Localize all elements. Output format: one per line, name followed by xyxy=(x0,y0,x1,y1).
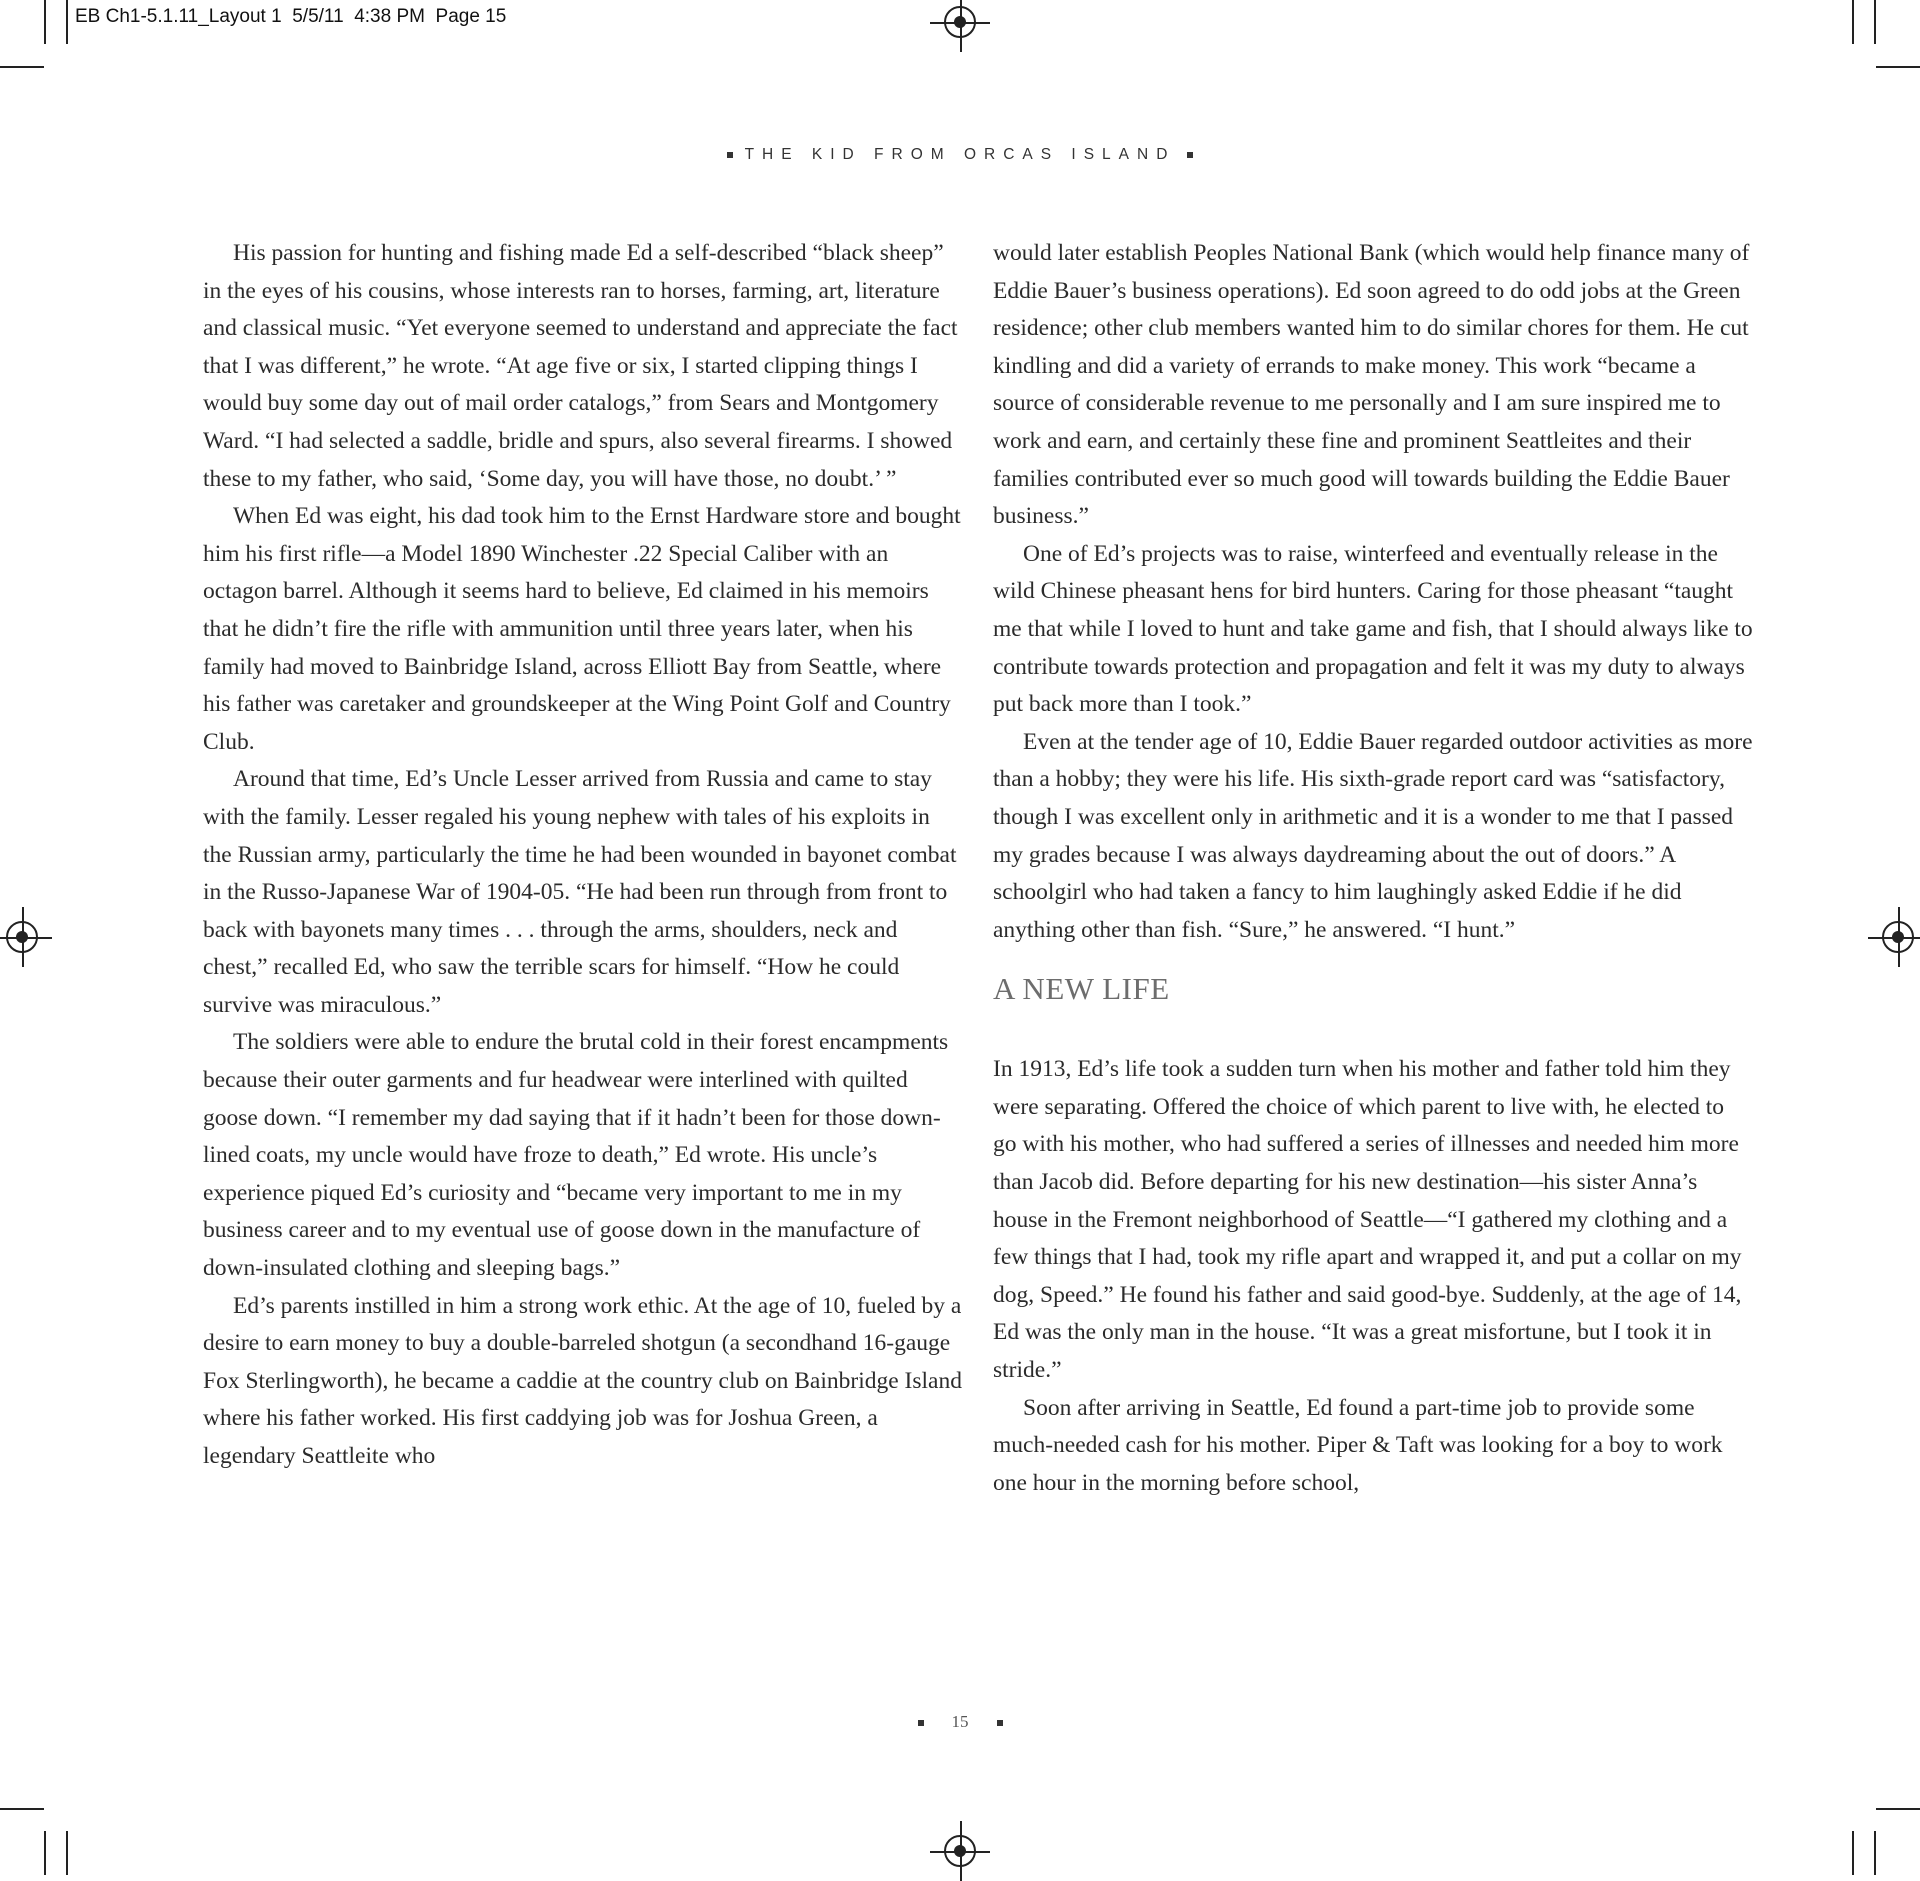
crop-mark-top-right-vertical xyxy=(1852,0,1854,44)
registration-mark-top xyxy=(944,6,976,38)
left-column xyxy=(203,235,963,1476)
page-number: 15 xyxy=(951,1712,969,1731)
registration-mark-bottom xyxy=(944,1835,976,1867)
crop-mark-bottom-right-vertical-2 xyxy=(1874,1831,1876,1875)
paragraph: Soon after arriving in Seattle, Ed found a part-time job to provide some much-needed cash for his mother. Piper & Taft was looking for a boy to work one hour in the morning before school, xyxy=(993,1394,1723,1496)
paragraph: Even at the tender age of 10, Eddie Bauer regarded outdoor activities as more than a hobby; they were his life. His sixth-grade report card was “satisfactory, though I was excellent only in arithmetic and it is a wonder to me that I passed my grades because I was always daydreaming about the out of doors.” A schoolgirl who had taken a fancy to him laughingly asked Eddie if he did anything other than fish. “Sure,” he answered. “I hunt.” xyxy=(993,728,1753,943)
page-number-footer xyxy=(0,1712,1920,1732)
crop-mark-bottom-right-horizontal xyxy=(1876,1808,1920,1810)
paragraph: would later establish Peoples National Bank (which would help finance many of Eddie Bauer’s business operations). Ed soon agreed to do odd jobs at the Green residence; other club members wanted him to do similar chores for them. He cut kindling and did a variety of errands to make money. This work “became a source of considerable revenue to me personally and I am sure inspired me to work and earn, and certainly these fine and prominent Seattleites and their families contributed ever so much good will towards building the Eddie Bauer business.” xyxy=(993,240,1750,530)
crop-mark-top-left-horizontal xyxy=(0,66,44,68)
bullet-square xyxy=(727,152,733,158)
paragraph: Ed’s parents instilled in him a strong work ethic. At the age of 10, fueled by a desire to earn money to buy a double-barreled shotgun (a secondhand 16-gauge Fox Sterlingworth), he became a caddie at the country club on Bainbridge Island where his father worked. His first caddying job was for Joshua Green, a legendary Seattleite who xyxy=(203,1292,962,1469)
printer-slug: EB Ch1-5.1.11_Layout 1 5/5/11 4:38 PM Page 15 xyxy=(75,6,507,27)
section-heading: A NEW LIFE xyxy=(993,971,1170,1007)
paragraph: Around that time, Ed’s Uncle Lesser arrived from Russia and came to stay with the family. Lesser regaled his young nephew with tales of his exploits in the Russian army, particularly the time he had been wounded in bayonet combat in the Russo-Japanese War of 1904-05. “He had been run through from front to back with bayonets many times . . . through the arms, shoulders, neck and chest,” recalled Ed, who saw the terrible scars for himself. “How he could survive was miraculous.” xyxy=(203,766,957,1018)
registration-mark-right xyxy=(1882,921,1914,953)
registration-mark-left xyxy=(6,921,38,953)
crop-mark-bottom-left-vertical xyxy=(44,1831,46,1875)
paragraph: When Ed was eight, his dad took him to the Ernst Hardware store and bought him his first rifle—a Model 1890 Winchester .22 Special Caliber with an octagon barrel. Although it seems hard to believe, Ed claimed in his memoirs that he didn’t fire the rifle with ammunition until three years later, when his family had moved to Bainbridge Island, across Elliott Bay from Seattle, where his father was caretaker and groundskeeper at the Wing Point Golf and Country Club. xyxy=(203,503,961,755)
bullet-square xyxy=(918,1720,924,1726)
crop-mark-top-right-horizontal xyxy=(1876,66,1920,68)
crop-mark-top-left-vertical xyxy=(44,0,46,44)
bullet-square xyxy=(1187,152,1193,158)
crop-mark-top-left-vertical-2 xyxy=(66,0,68,44)
crop-mark-bottom-left-horizontal xyxy=(0,1808,44,1810)
crop-mark-bottom-right-vertical xyxy=(1852,1831,1854,1875)
paragraph: His passion for hunting and fishing made Ed a self-described “black sheep” in the eyes of his cousins, whose interests ran to horses, farming, art, literature and classical music. “Yet everyone seemed to understand and appreciate the fact that I was different,” he wrote. “At age five or six, I started clipping things I would buy some day out of mail order catalogs,” from Sears and Montgomery Ward. “I had selected a saddle, bridle and spurs, also several firearms. I showed these to my father, who said, ‘Some day, you will have those, no doubt.’ ” xyxy=(203,240,958,492)
bullet-square xyxy=(997,1720,1003,1726)
paragraph: The soldiers were able to endure the brutal cold in their forest encampments because their outer garments and fur headwear were interlined with quilted goose down. “I remember my dad saying that if it hadn’t been for those down-lined coats, my uncle would have froze to death,” Ed wrote. His uncle’s experience piqued Ed’s curiosity and “became very important to me in my business career and to my eventual use of goose down in the manufacture of down-insulated clothing and sleeping bags.” xyxy=(203,1029,949,1282)
right-column xyxy=(993,235,1753,1502)
crop-mark-top-right-vertical-2 xyxy=(1874,0,1876,44)
paragraph: One of Ed’s projects was to raise, winterfeed and eventually release in the wild Chinese pheasant hens for bird hunters. Caring for those pheasant “taught me that while I loved to hunt and take game and fish, that I should always like to contribute towards protection and propagation and felt it was my duty to always put back more than I took.” xyxy=(993,540,1753,718)
crop-mark-bottom-left-vertical-2 xyxy=(66,1831,68,1875)
running-head-text: THE KID FROM ORCAS ISLAND xyxy=(744,146,1176,163)
paragraph: In 1913, Ed’s life took a sudden turn when his mother and father told him they were separating. Offered the choice of which parent to live with, he elected to go with his mother, who had suffered a series of illnesses and needed him more than Jacob did. Before departing for his new destination—his sister Anna’s house in the Fremont neighborhood of Seattle—“I gathered my clothing and a few things that I had, took my rifle apart and wrapped it, and put a collar on my dog, Speed.” He found his father and said good-bye. Suddenly, at the age of 14, Ed was the only man in the house. “It was a great misfortune, but I took it in stride.” xyxy=(993,1056,1742,1384)
running-head xyxy=(0,146,1920,164)
